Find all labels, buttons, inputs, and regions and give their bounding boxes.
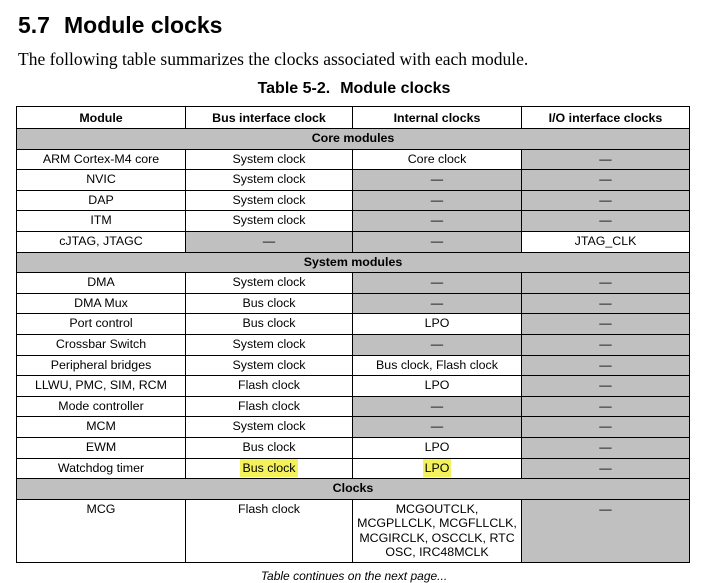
header-module: Module xyxy=(17,107,186,129)
cell-bus-interface-clock: Flash clock xyxy=(186,376,353,397)
cell-internal-clocks: LPO xyxy=(353,314,522,335)
cell-module: DMA Mux xyxy=(17,293,186,314)
table-row xyxy=(17,211,690,232)
section-title-cell: Core modules xyxy=(17,129,690,150)
cell-module: DAP xyxy=(17,190,186,211)
cell-io-interface-clocks: — xyxy=(522,355,690,376)
cell-module: ARM Cortex-M4 core xyxy=(17,149,186,170)
cell-io-interface-clocks: — xyxy=(522,314,690,335)
cell-internal-clocks: LPO xyxy=(353,437,522,458)
table-row xyxy=(17,231,690,252)
cell-bus-interface-clock: Bus clock xyxy=(186,314,353,335)
section-title-cell: System modules xyxy=(17,252,690,273)
cell-bus-interface-clock: Bus clock xyxy=(186,293,353,314)
section-row xyxy=(17,479,690,500)
section-row xyxy=(17,129,690,150)
cell-io-interface-clocks: — xyxy=(522,149,690,170)
header-io-interface-clocks: I/O interface clocks xyxy=(522,107,690,129)
cell-bus-interface-clock: System clock xyxy=(186,273,353,294)
cell-module: NVIC xyxy=(17,170,186,191)
header-internal-clocks: Internal clocks xyxy=(353,107,522,129)
cell-module: Mode controller xyxy=(17,396,186,417)
cell-internal-clocks: — xyxy=(353,170,522,191)
cell-module: ITM xyxy=(17,211,186,232)
section-title: Module clocks xyxy=(63,12,223,38)
table-header-row xyxy=(17,107,690,129)
cell-internal-clocks: Bus clock, Flash clock xyxy=(353,355,522,376)
cell-internal-clocks: MCGOUTCLK, MCGPLLCLK, MCGFLLCLK, MCGIRCLK, OSCCLK, RTC OSC, IRC48MCLK xyxy=(353,499,522,562)
cell-io-interface-clocks: — xyxy=(522,273,690,294)
cell-internal-clocks: — xyxy=(353,231,522,252)
cell-bus-interface-clock: System clock xyxy=(186,190,353,211)
section-row xyxy=(17,252,690,273)
cell-io-interface-clocks: — xyxy=(522,499,690,562)
cell-bus-interface-clock: Flash clock xyxy=(186,396,353,417)
highlighted-text: LPO xyxy=(424,460,450,475)
cell-internal-clocks xyxy=(353,458,522,479)
cell-internal-clocks: LPO xyxy=(353,376,522,397)
cell-module: Peripheral bridges xyxy=(17,355,186,376)
cell-bus-interface-clock: System clock xyxy=(186,170,353,191)
cell-io-interface-clocks: — xyxy=(522,437,690,458)
module-clocks-table xyxy=(16,106,690,563)
cell-module: LLWU, PMC, SIM, RCM xyxy=(17,376,186,397)
table-row xyxy=(17,417,690,438)
table-row xyxy=(17,458,690,479)
cell-bus-interface-clock: Flash clock xyxy=(186,499,353,562)
table-row xyxy=(17,437,690,458)
table-row xyxy=(17,396,690,417)
table-row xyxy=(17,293,690,314)
cell-internal-clocks: — xyxy=(353,273,522,294)
table-row xyxy=(17,149,690,170)
table-row xyxy=(17,499,690,562)
cell-internal-clocks: — xyxy=(353,417,522,438)
cell-internal-clocks: — xyxy=(353,396,522,417)
table-continued-note: Table continues on the next page... xyxy=(260,569,448,583)
cell-module: MCG xyxy=(17,499,186,562)
table-row xyxy=(17,334,690,355)
cell-bus-interface-clock: System clock xyxy=(186,417,353,438)
header-bus-interface-clock: Bus interface clock xyxy=(186,107,353,129)
cell-bus-interface-clock: Bus clock xyxy=(186,437,353,458)
section-number: 5.7 xyxy=(18,12,50,38)
cell-internal-clocks: — xyxy=(353,211,522,232)
cell-io-interface-clocks: — xyxy=(522,417,690,438)
intro-paragraph: The following table summarizes the clocks associated with each module. xyxy=(18,49,529,69)
cell-bus-interface-clock: System clock xyxy=(186,355,353,376)
cell-io-interface-clocks: — xyxy=(522,376,690,397)
cell-io-interface-clocks: JTAG_CLK xyxy=(522,231,690,252)
cell-module: EWM xyxy=(17,437,186,458)
cell-bus-interface-clock: — xyxy=(186,231,353,252)
cell-io-interface-clocks: — xyxy=(522,293,690,314)
table-row xyxy=(17,190,690,211)
cell-module: MCM xyxy=(17,417,186,438)
table-row xyxy=(17,170,690,191)
cell-io-interface-clocks: — xyxy=(522,190,690,211)
cell-io-interface-clocks: — xyxy=(522,334,690,355)
cell-io-interface-clocks: — xyxy=(522,458,690,479)
table-caption xyxy=(0,79,708,99)
cell-io-interface-clocks: — xyxy=(522,170,690,191)
section-title-cell: Clocks xyxy=(17,479,690,500)
cell-module: cJTAG, JTAGC xyxy=(17,231,186,252)
cell-module: Crossbar Switch xyxy=(17,334,186,355)
table-row xyxy=(17,314,690,335)
cell-internal-clocks: — xyxy=(353,293,522,314)
table-row xyxy=(17,273,690,294)
table-caption-title: Module clocks xyxy=(340,80,451,97)
section-heading xyxy=(18,10,222,40)
cell-module: Watchdog timer xyxy=(17,458,186,479)
cell-io-interface-clocks: — xyxy=(522,211,690,232)
cell-internal-clocks: Core clock xyxy=(353,149,522,170)
cell-bus-interface-clock: System clock xyxy=(186,334,353,355)
table-body xyxy=(17,129,690,563)
cell-io-interface-clocks: — xyxy=(522,396,690,417)
table-row xyxy=(17,376,690,397)
table-caption-label: Table 5-2. xyxy=(257,80,331,97)
highlighted-text: Bus clock xyxy=(242,460,296,475)
cell-module: Port control xyxy=(17,314,186,335)
cell-internal-clocks: — xyxy=(353,190,522,211)
cell-bus-interface-clock xyxy=(186,458,353,479)
cell-bus-interface-clock: System clock xyxy=(186,149,353,170)
cell-bus-interface-clock: System clock xyxy=(186,211,353,232)
table-row xyxy=(17,355,690,376)
cell-module: DMA xyxy=(17,273,186,294)
cell-internal-clocks: — xyxy=(353,334,522,355)
